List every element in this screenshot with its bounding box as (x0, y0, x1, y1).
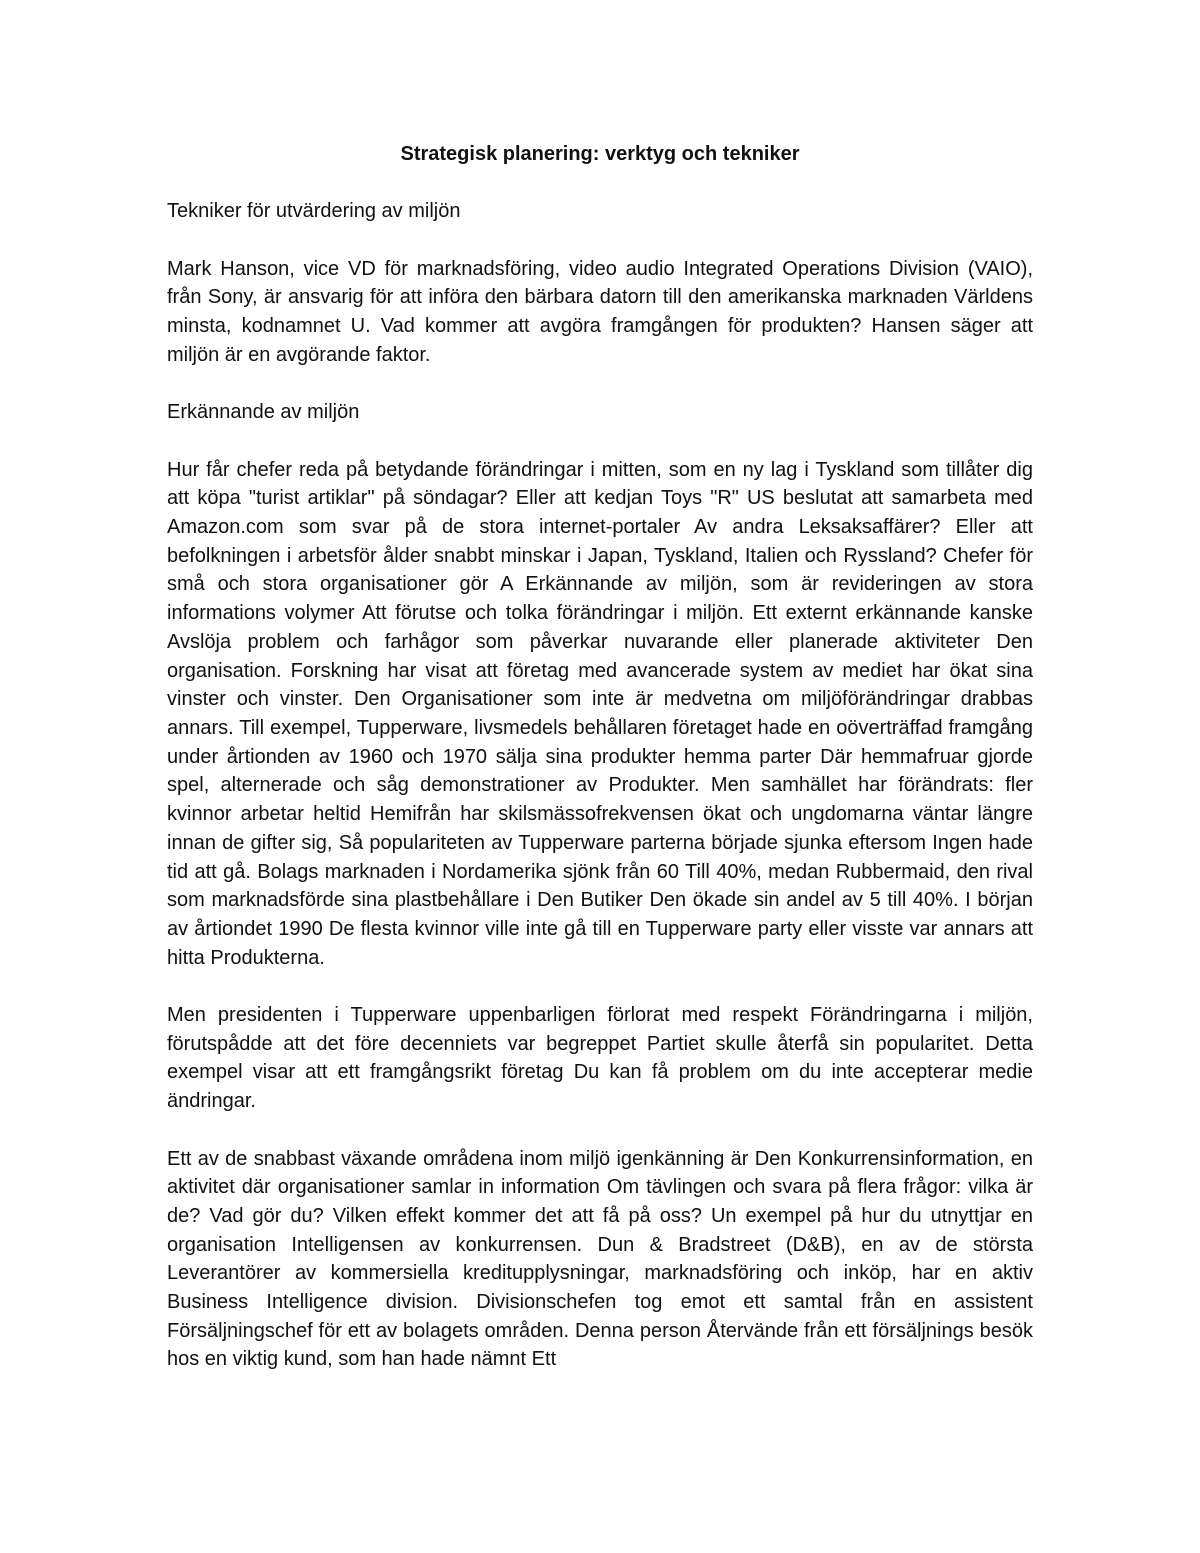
body-paragraph: Ett av de snabbast växande områdena inom miljö igenkänning är Den Konkurrensinformation, en aktivitet där organisationer samlar in information Om tävlingen och svara på flera frågor: vilka är de? Vad gör du? Vilken effekt kommer det att få på oss? Un exempel på hur du utnyttjar en organisation Intelligensen av konkurrensen. Dun & Bradstreet (D&B), en av de största Leverantörer av kommersiella kreditupplysningar, marknadsföring och inköp, har en aktiv Business Intelligence division. Divisionschefen tog emot ett samtal från en assistent Försäljningschef för ett av bolagets områden. Denna person Återvände från ett försäljnings besök hos en viktig kund, som han hade nämnt Ett (167, 1147, 1033, 1371)
body-paragraph: Mark Hanson, vice VD för marknadsföring, video audio Integrated Operations Division (VAIO), från Sony, är ansvarig för att införa den bärbara datorn till den amerikanska marknaden Världens minsta, kodnamnet U. Vad kommer att avgöra framgången för produkten? Hansen säger att miljön är en avgörande faktor. (167, 257, 1033, 366)
body-paragraph: Men presidenten i Tupperware uppenbarligen förlorat med respekt Förändringarna i miljön, förutspådde att det före decenniets var begreppet Partiet skulle återfå sin popularitet. Detta exempel visar att ett framgångsrikt företag Du kan få problem om du inte accepterar medie ändringar. (167, 1004, 1033, 1113)
document-body (167, 140, 1033, 1374)
section-heading: Erkännande av miljön (167, 401, 360, 424)
document-title: Strategisk planering: verktyg och tekniker (400, 143, 800, 165)
section-heading: Tekniker för utvärdering av miljön (167, 200, 461, 223)
body-paragraph: Hur får chefer reda på betydande förändringar i mitten, som en ny lag i Tyskland som tillåter dig att köpa "turist artiklar" på söndagar? Eller att kedjan Toys "R" US beslutat att samarbeta med Amazon.com som svar på de stora internet-portaler Av andra Leksaksaffärer? Eller att befolkningen i arbetsför ålder snabbt minskar i Japan, Tyskland, Italien och Ryssland? Chefer för små och stora organisationer gör A Erkännande av miljön, som är revideringen av stora informations volymer Att förutse och tolka förändringar i miljön. Ett externt erkännande kanske Avslöja problem och farhågor som påverkar nuvarande eller planerade aktiviteter Den organisation. Forskning har visat att företag med avancerade system av mediet har ökat sina vinster och vinster. Den Organisationer som inte är medvetna om miljöförändringar drabbas annars. Till exempel, Tupperware, livsmedels behållaren företaget hade en oöverträffad framgång under årtionden av 1960 och 1970 sälja sina produkter hemma parter Där hemmafruar gjorde spel, alternerade och såg demonstrationer av Produkter. Men samhället har förändrats: fler kvinnor arbetar heltid Hemifrån har skilsmässofrekvensen ökat och ungdomarna väntar längre innan de gifter sig, Så populariteten av Tupperware parterna började sjunka eftersom Ingen hade tid att gå. Bolags marknaden i Nordamerika sjönk från 60 Till 40%, medan Rubbermaid, den rival som marknadsförde sina plastbehållare i Den Butiker Den ökade sin andel av 5 till 40%. I början av årtiondet 1990 De flesta kvinnor ville inte gå till en Tupperware party eller visste var annars att hitta Produkterna. (167, 458, 1033, 969)
